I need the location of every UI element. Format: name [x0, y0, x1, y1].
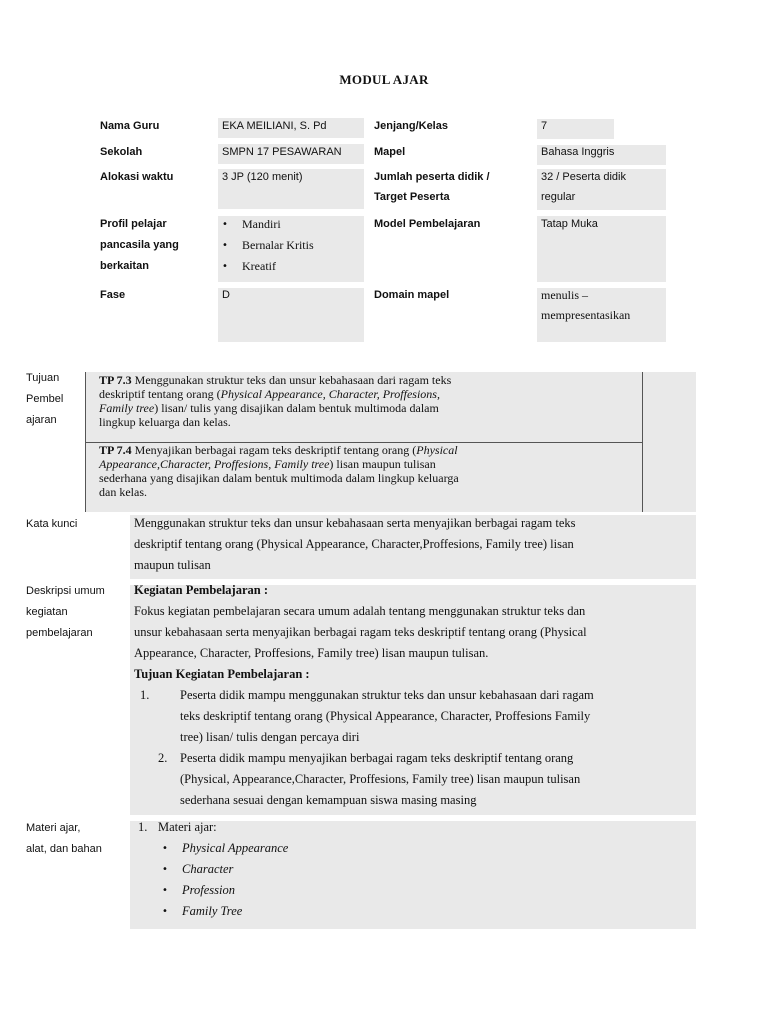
tp1-code: TP 7.3 [99, 373, 132, 387]
mapel-label: Mapel [374, 146, 406, 158]
jenjang-label: Jenjang/Kelas [374, 120, 448, 132]
sekolah-label: Sekolah [100, 146, 143, 158]
list-item: • Physical Appearance [158, 838, 694, 859]
jenjang-cell [537, 119, 614, 139]
deskripsi-label-line1: Deskripsi umum [26, 585, 105, 597]
page-title: MODUL AJAR [339, 72, 429, 87]
list-item: 1. Peserta didik mampu menggunakan struktur teks dan unsur kebahasaan dari ragam teks deskriptif tentang orang (Physical Appearance, Character, Proffesions Family tree) lisan/ tulis dengan percaya diri [140, 688, 594, 744]
deskripsi-label-line3: pembelajaran [26, 627, 93, 639]
profil-label-line1: Profil pelajar [100, 218, 167, 230]
kata-kunci-label: Kata kunci [26, 518, 78, 530]
tujuan-kegiatan-heading: Tujuan Kegiatan Pembelajaran : [134, 667, 310, 681]
deskripsi-text: Kegiatan Pembelajaran : Fokus kegiatan pembelajaran secara umum adalah tentang menggunakan struktur teks dan unsur kebahasaan serta menyajikan berbagai ragam teks deskriptif tentang orang (Physical Appearance, Character, Proffesions, Family tree) lisan maupun tulisan. Tujuan Kegiatan Pembelajaran : 1. Peserta didik mampu menggunakan struktur teks dan unsur kebahasaan dari ragam teks deskriptif tentang orang (Physical Appearance, Character, Proffesions Family tree) lisan/ tulis dengan percaya diri 2. Peserta didik mampu menyajikan berbagai ragam teks deskriptif tentang orang (Physical, Appearance,Character, Proffesions, Family tree) lisan maupun tulisan sederhana sesuai dengan kemampuan siswa masing masing [134, 580, 694, 811]
domain-label: Domain mapel [374, 289, 450, 301]
tp-7-3: TP 7.3 Menggunakan struktur teks dan unsur kebahasaan dari ragam teks deskriptif tentang orang (Physical Appearance, Character, Proffesions, Family tree) lisan/ tulis yang disajikan dalam bentuk multimoda dalam lingkup keluarga dan kelas. [99, 373, 452, 429]
domain-value-line2: mempresentasikan [541, 308, 631, 322]
materi-text: 1. Materi ajar: • Physical Appearance • Character • Profession • Family Tree [134, 817, 694, 922]
profil-label-line2: pancasila yang [100, 239, 179, 251]
mapel-value: Bahasa Inggris [541, 146, 615, 158]
nama-guru-value: EKA MEILIANI, S. Pd [222, 120, 327, 132]
jumlah-label-line1: Jumlah peserta didik / [374, 171, 490, 183]
nama-guru-label: Nama Guru [100, 120, 160, 132]
tp-7-4: TP 7.4 Menyajikan berbagai ragam teks deskriptif tentang orang (Physical Appearance,Character, Proffesions, Family tree) lisan maupun tulisan sederhana yang disajikan dalam bentuk multimoda dalam lingkup keluarga dan kelas. [99, 443, 459, 499]
materi-label-line1: Materi ajar, [26, 822, 81, 834]
jenjang-value: 7 [541, 120, 548, 132]
jumlah-value-line2: regular [541, 191, 576, 203]
list-item: • Profession [158, 880, 694, 901]
fase-value: D [222, 289, 230, 301]
tujuan-kegiatan-list [134, 685, 694, 811]
sekolah-value: SMPN 17 PESAWARAN [222, 146, 342, 158]
kegiatan-heading: Kegiatan Pembelajaran : [134, 583, 269, 597]
jumlah-label-line2: Target Peserta [374, 191, 450, 203]
profil-item: • Kreatif [218, 256, 364, 277]
alokasi-value: 3 JP (120 menit) [222, 171, 303, 183]
list-item: • Character [158, 859, 694, 880]
materi-list [158, 838, 694, 922]
profil-list [218, 214, 364, 277]
fase-label: Fase [100, 289, 126, 301]
fase-cell [218, 288, 364, 342]
materi-heading: Materi ajar: [158, 820, 217, 834]
list-item: • Family Tree [158, 901, 694, 922]
alokasi-label: Alokasi waktu [100, 171, 174, 183]
kata-kunci-text: Menggunakan struktur teks dan unsur kebahasaan serta menyajikan berbagai ragam teks deskriptif tentang orang (Physical Appearance, Character,Proffesions, Family tree) lisan maupun tulisan [134, 516, 576, 572]
tujuan-label-line3: ajaran [26, 414, 57, 426]
model-label: Model Pembelajaran [374, 218, 481, 230]
tujuan-label-line2: Pembel [26, 393, 64, 405]
tujuan-label-line1: Tujuan [26, 372, 60, 384]
profil-item: • Mandiri [218, 214, 364, 235]
deskripsi-label-line2: kegiatan [26, 606, 68, 618]
materi-label-line2: alat, dan bahan [26, 843, 102, 855]
jumlah-value-line1: 32 / Peserta didik [541, 171, 626, 183]
profil-item: • Bernalar Kritis [218, 235, 364, 256]
tp2-code: TP 7.4 [99, 443, 132, 457]
profil-label-line3: berkaitan [100, 260, 149, 272]
list-item: 2. Peserta didik mampu menyajikan berbagai ragam teks deskriptif tentang orang (Physical, Appearance,Character, Proffesions, Family tree) lisan maupun tulisan sederhana sesuai dengan kemampuan siswa masing masing [158, 751, 581, 807]
domain-value-line1: menulis – [541, 288, 588, 302]
model-value: Tatap Muka [541, 218, 598, 230]
